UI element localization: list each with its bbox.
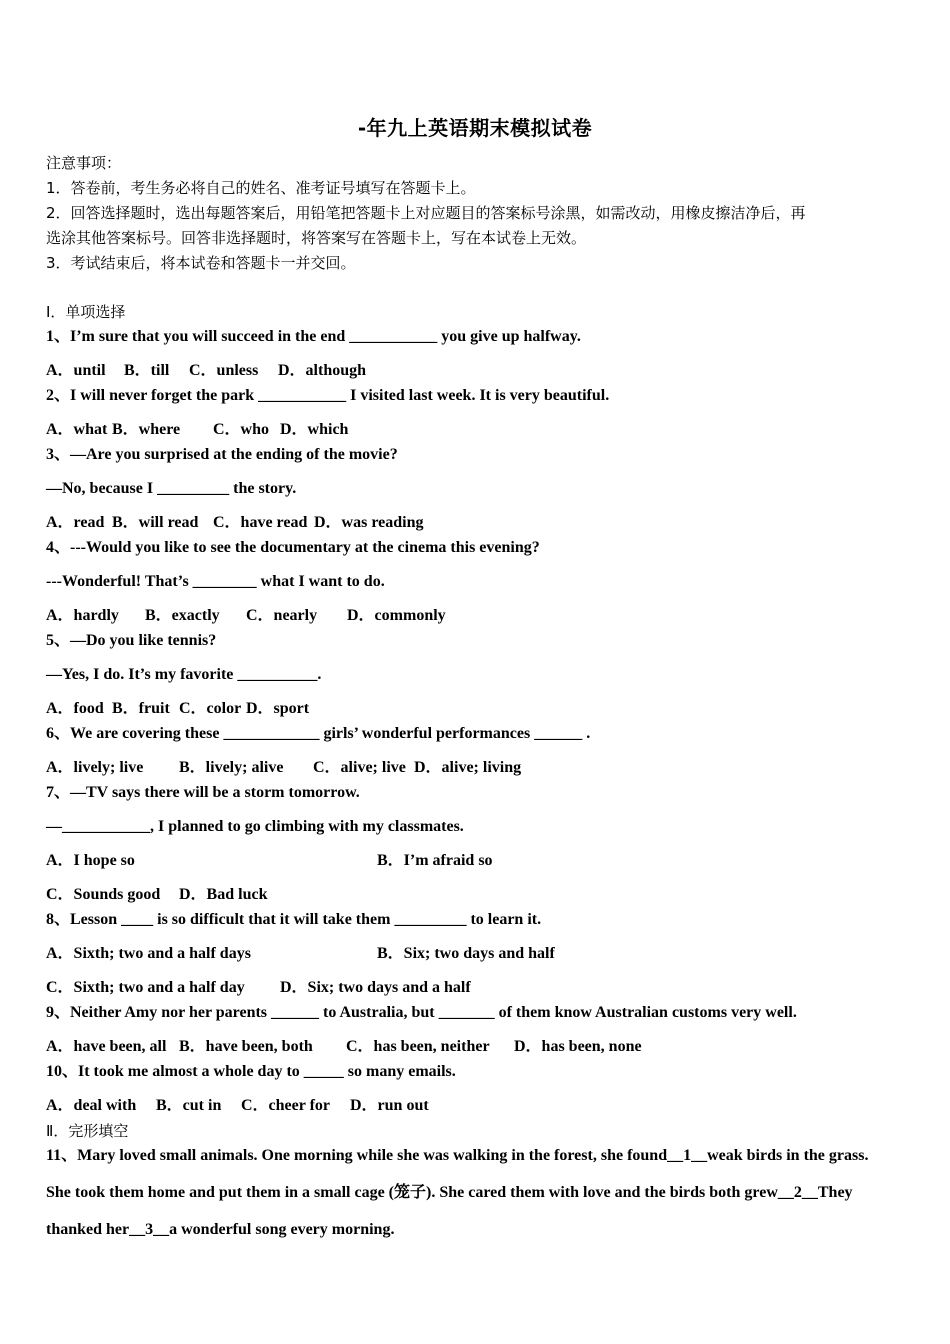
q10-option-a: A．deal with <box>46 1097 137 1114</box>
q3-option-b: B．will read <box>112 514 199 531</box>
question-7-reply: —___________, I planned to go climbing with my classmates. <box>46 818 464 835</box>
q9-option-d: D．has been, none <box>514 1038 642 1055</box>
q6-option-b: B．lively; alive <box>179 759 284 776</box>
notice-item-3: 3．考试结束后，将本试卷和答题卡一并交回。 <box>46 254 356 272</box>
q10-option-b: B．cut in <box>156 1097 222 1114</box>
cloze-line-3 <box>46 1220 394 1240</box>
q2-option-a: A．what <box>46 421 108 438</box>
q1-option-d: D．although <box>278 362 367 379</box>
notice-heading: 注意事项： <box>46 154 122 172</box>
q7-option-a: A．I hope so <box>46 852 135 869</box>
q8-option-d: D．Six; two days and a half <box>280 979 471 996</box>
question-6: 6、We are covering these ____________ girls’ wonderful performances ______ . <box>46 725 591 742</box>
q10-option-c: C．cheer for <box>241 1097 331 1114</box>
notice-item-2-cont: 选涂其他答案标号。回答非选择题时，将答案写在答题卡上，写在本试卷上无效。 <box>46 229 587 247</box>
cloze-line-1 <box>46 1146 868 1166</box>
cloze-text: weak birds in the grass. <box>707 1147 869 1164</box>
section-heading-2: Ⅱ．完形填空 <box>46 1122 129 1140</box>
question-10: 10、It took me almost a whole day to _____ so many emails. <box>46 1063 456 1080</box>
q4-option-a: A．hardly <box>46 607 119 624</box>
q2-option-d: D．which <box>280 421 349 438</box>
cloze-text: 11、Mary loved small animals. One morning while she was walking in the forest, she found <box>46 1147 668 1164</box>
q2-option-c: C．who <box>213 421 270 438</box>
q6-option-c: C．alive; live <box>313 759 406 776</box>
q5-option-b: B．fruit <box>112 700 170 717</box>
q1-option-c: C．unless <box>189 362 259 379</box>
question-5: 5、—Do you like tennis? <box>46 632 217 649</box>
q4-option-c: C．nearly <box>246 607 318 624</box>
section-heading-1: Ⅰ．单项选择 <box>46 303 126 321</box>
q6-option-a: A．lively; live <box>46 759 144 776</box>
question-3-reply: —No, because I _________ the story. <box>46 480 297 497</box>
cloze-text: They <box>817 1184 853 1201</box>
cloze-text: a wonderful song every morning. <box>169 1221 395 1238</box>
q10-option-d: D．run out <box>350 1097 429 1114</box>
q3-option-d: D．was reading <box>314 514 424 531</box>
question-4-reply: ---Wonderful! That’s ________ what I want to do. <box>46 573 385 590</box>
q7-option-d: D．Bad luck <box>179 886 268 903</box>
question-7: 7、—TV says there will be a storm tomorrow. <box>46 784 360 801</box>
q8-option-a: A．Sixth; two and a half days <box>46 945 251 962</box>
q7-option-b: B．I’m afraid so <box>377 852 493 869</box>
q5-option-c: C．color <box>179 700 242 717</box>
q4-option-b: B．exactly <box>145 607 220 624</box>
q2-option-b: B．where <box>112 421 181 438</box>
question-4: 4、---Would you like to see the documentary at the cinema this evening? <box>46 539 540 556</box>
cloze-blank-2: __2__ <box>777 1184 818 1201</box>
q4-option-d: D．commonly <box>347 607 446 624</box>
q1-option-b: B．till <box>124 362 170 379</box>
cloze-text: thanked her <box>46 1221 130 1238</box>
page-title: -年九上英语期末模拟试卷 <box>357 116 593 140</box>
question-5-reply: —Yes, I do. It’s my favorite __________. <box>46 666 322 683</box>
question-8: 8、Lesson ____ is so difficult that it will take them _________ to learn it. <box>46 911 542 928</box>
notice-item-2: 2．回答选择题时，选出每题答案后，用铅笔把答题卡上对应题目的答案标号涂黑，如需改动，用橡皮擦洁净后，再 <box>46 204 806 222</box>
question-9: 9、Neither Amy nor her parents ______ to Australia, but _______ of them know Australian customs very well. <box>46 1004 797 1021</box>
q6-option-d: D．alive; living <box>414 759 522 776</box>
q5-option-d: D．sport <box>246 700 310 717</box>
q9-option-c: C．has been, neither <box>346 1038 490 1055</box>
cloze-blank-1: __1__ <box>667 1147 708 1164</box>
q5-option-a: A．food <box>46 700 104 717</box>
cloze-blank-3: __3__ <box>129 1221 170 1238</box>
q8-option-c: C．Sixth; two and a half day <box>46 979 245 996</box>
q7-option-c: C．Sounds good <box>46 886 161 903</box>
question-2: 2、I will never forget the park ___________ I visited last week. It is very beautiful. <box>46 387 610 404</box>
q9-option-b: B．have been, both <box>179 1038 313 1055</box>
notice-item-1: 1．答卷前，考生务必将自己的姓名、准考证号填写在答题卡上。 <box>46 179 476 197</box>
question-1: 1、I’m sure that you will succeed in the end ___________ you give up halfway. <box>46 328 581 345</box>
q3-option-c: C．have read <box>213 514 308 531</box>
cloze-line-2 <box>46 1183 853 1203</box>
q9-option-a: A．have been, all <box>46 1038 167 1055</box>
cloze-text: She took them home and put them in a small cage (笼子). She cared them with love and the birds both grew <box>46 1184 778 1201</box>
q3-option-a: A．read <box>46 514 105 531</box>
q8-option-b: B．Six; two days and half <box>377 945 555 962</box>
q1-option-a: A．until <box>46 362 106 379</box>
question-3: 3、—Are you surprised at the ending of the movie? <box>46 446 398 463</box>
